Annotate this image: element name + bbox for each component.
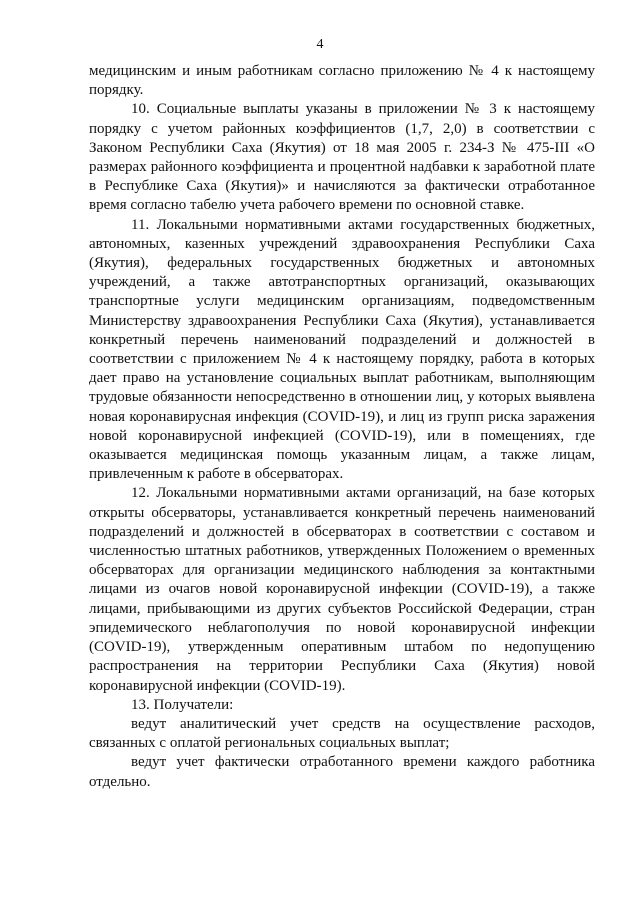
paragraph-continuation: медицинским и иным работникам согласно приложению № 4 к настоящему порядку. xyxy=(89,63,595,99)
page-number: 4 xyxy=(316,37,324,52)
paragraph-13-item-1: ведут аналитический учет средств на осуществление расходов, связанных с оплатой региональных социальных выплат; xyxy=(89,715,595,752)
document-body xyxy=(89,62,595,792)
paragraph-13: 13. Получатели: xyxy=(131,696,234,713)
paragraph-12: 12. Локальными нормативными актами организаций, на базе которых открыты обсерваторы, устанавливается конкретный перечень наименований подразделений и должностей в обсерваторах в соответствии с составом и численностью штатных работников, утвержденных Положением о временных обсерваторах для организации медицинского наблюдения за контактными лицами из очагов новой коронавирусной инфекции (COVID-19), а также лицами, прибывающими из других субъектов Российской Федерации, стран эпидемического неблагополучия по новой коронавирусной инфекции (COVID-19), утвержденным оперативным штабом по недопущению распространения на территории Республики Саха (Якутия) новой коронавирусной инфекции (COVID-19). xyxy=(89,485,595,694)
paragraph-10: 10. Социальные выплаты указаны в приложении № 3 к настоящему порядку с учетом районных коэффициентов (1,7, 2,0) в соответствии с Законом Республики Саха (Якутия) от 18 мая 2005 г. 234-З № 475-III «О размерах районного коэффициента и процентной надбавки к заработной плате в Республике Саха (Якутия)» и начисляются за фактически отработанное время согласно табелю учета рабочего времени по основной ставке. xyxy=(89,101,595,214)
paragraph-13-item-2: ведут учет фактически отработанного времени каждого работника отдельно. xyxy=(89,754,595,790)
paragraph-11: 11. Локальными нормативными актами государственных бюджетных, автономных, казенных учреждений здравоохранения Республики Саха (Якутия), федеральных государственных бюджетных и автономных учреждений, а также автотранспортных организаций, оказывающих транспортные услуги медицинским организациям, подведомственным Министерству здравоохранения Республики Саха (Якутия), устанавливается конкретный перечень наименований подразделений и должностей в соответствии с приложением № 4 к настоящему порядку, работа в которых дает право на установление социальных выплат работникам, выполняющим трудовые обязанности непосредственно в отношении лиц, у которых выявлена новая коронавирусная инфекция (COVID-19), и лиц из групп риска заражения новой коронавирусной инфекцией (COVID-19), или в помещениях, где оказывается медицинская помощь указанным лицам, а также лицам, привлеченным к работе в обсерваторах. xyxy=(89,216,595,483)
